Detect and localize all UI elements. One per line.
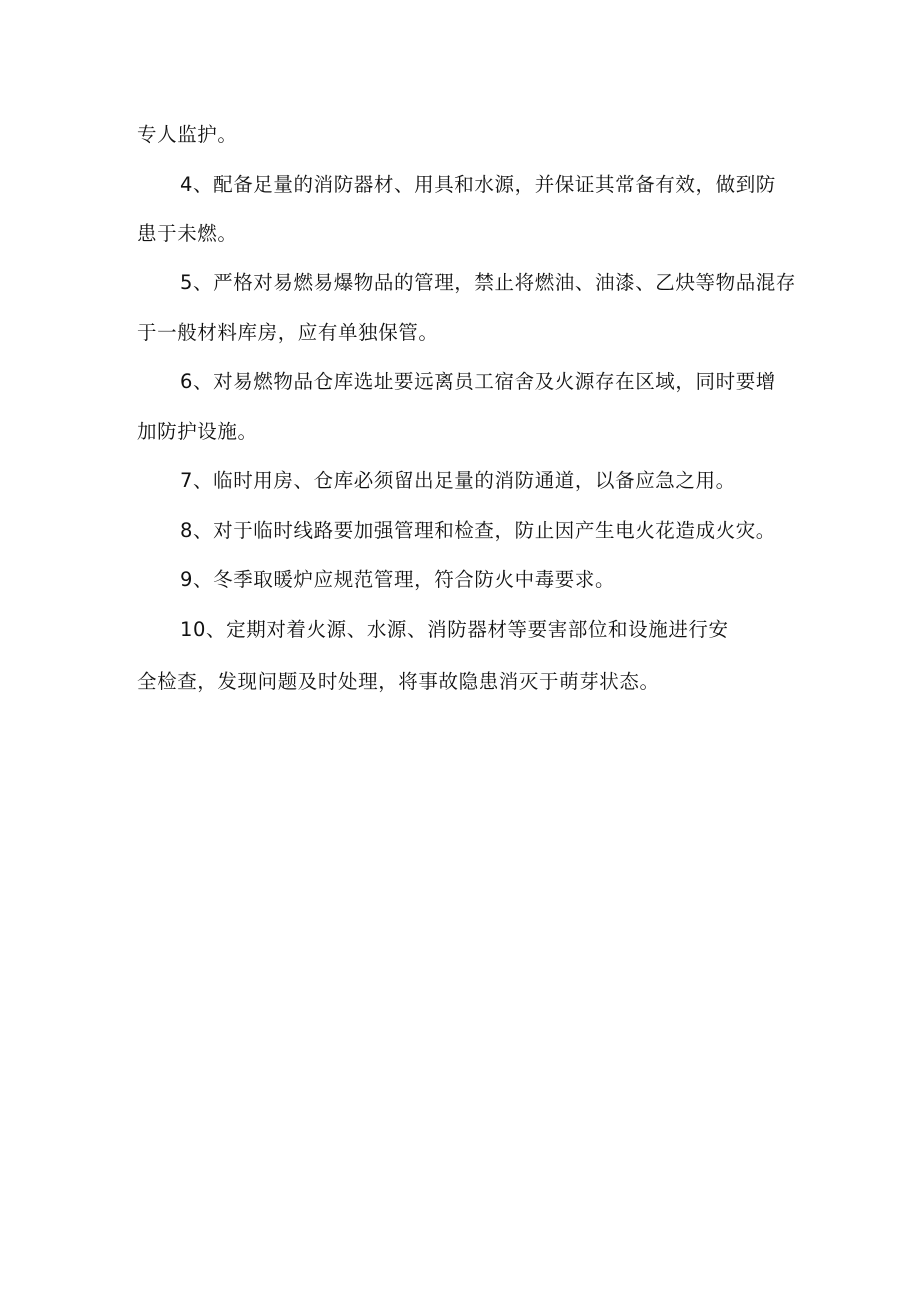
item-8-line: 8、对于临时线路要加强管理和检查，防止因产生电火花造成火灾。 <box>180 519 776 542</box>
item-6-line-1: 6、对易燃物品仓库选址要远离员工宿舍及火源存在区域，同时要增 <box>180 370 776 393</box>
item-10-line-2: 全检查，发现问题及时处理，将事故隐患消灭于萌芽状态。 <box>137 670 660 693</box>
item-6-line-2: 加防护设施。 <box>137 420 258 443</box>
item-9-line: 9、冬季取暖炉应规范管理，符合防火中毒要求。 <box>180 568 616 591</box>
item-5-line-2: 于一般材料库房，应有单独保管。 <box>137 321 439 344</box>
item-5-line-1: 5、严格对易燃易爆物品的管理，禁止将燃油、油漆、乙炔等物品混存 <box>180 271 797 294</box>
item-7-line: 7、临时用房、仓库必须留出足量的消防通道，以备应急之用。 <box>180 469 736 492</box>
item-4-line-1: 4、配备足量的消防器材、用具和水源，并保证其常备有效，做到防 <box>180 173 776 196</box>
item-10-line-1: 10、定期对着火源、水源、消防器材等要害部位和设施进行安 <box>180 618 729 641</box>
item-4-line-2: 患于未燃。 <box>137 222 238 245</box>
text-line: 专人监护。 <box>137 123 238 146</box>
